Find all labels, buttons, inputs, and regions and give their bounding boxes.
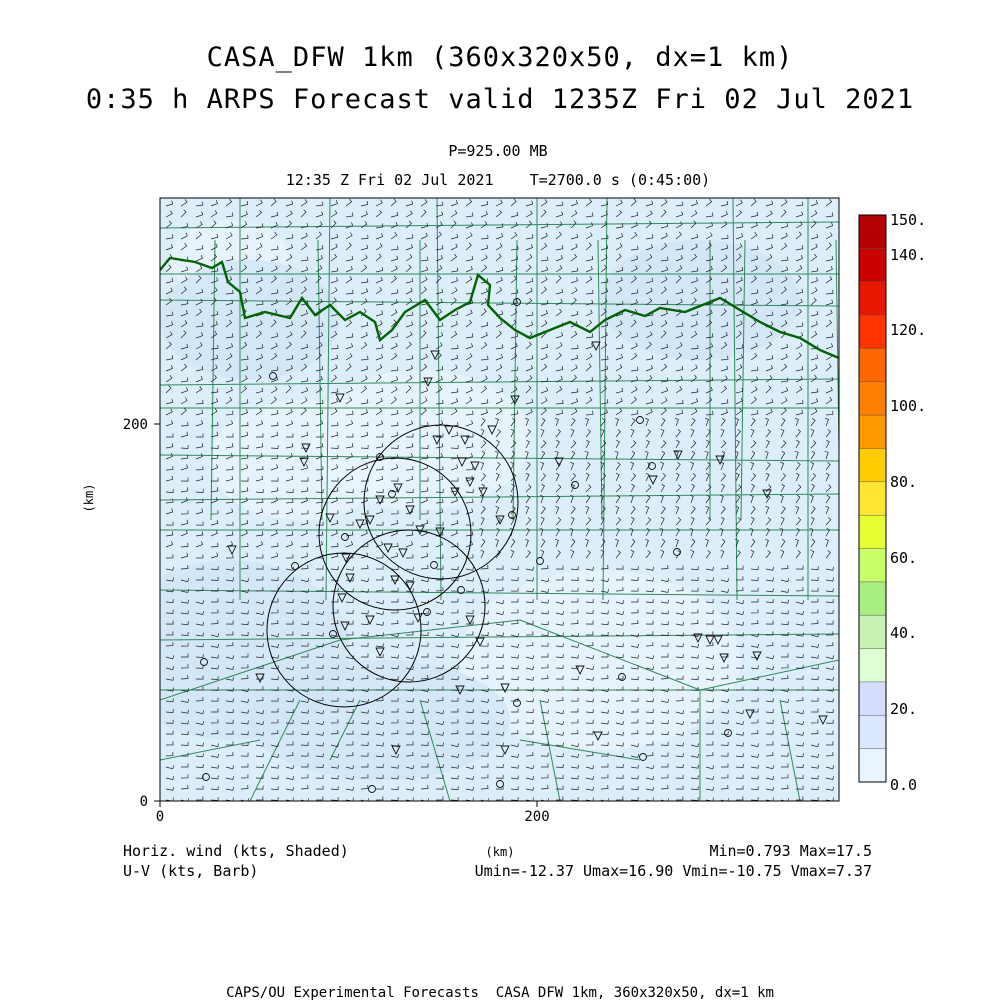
wind-speed-patch: [160, 260, 340, 380]
colorbar-swatch: [859, 348, 886, 382]
colorbar-swatch: [859, 415, 886, 449]
colorbar-label: 100.: [890, 397, 927, 415]
colorbar-swatch: [859, 482, 886, 516]
plot-area: [110, 198, 840, 802]
colorbar-swatch: [859, 682, 886, 716]
y-axis-label: (km): [82, 483, 96, 513]
x-axis-label: (km): [485, 845, 515, 859]
colorbar-swatch: [859, 449, 886, 483]
wind-speed-patch: [250, 660, 510, 780]
colorbar-swatch: [859, 615, 886, 649]
colorbar-swatch: [859, 215, 886, 249]
colorbar: [859, 211, 926, 794]
colorbar-swatch: [859, 549, 886, 583]
colorbar-swatch: [859, 515, 886, 549]
x-tick-label: 0: [155, 809, 165, 825]
barb-legend: U-V (kts, Barb): [123, 862, 259, 880]
colorbar-swatch: [859, 749, 886, 783]
colorbar-label: 150.: [890, 211, 927, 229]
colorbar-swatch: [859, 582, 886, 616]
pressure-level: P=925.00 MB: [448, 142, 548, 160]
colorbar-label: 140.: [890, 246, 927, 264]
colorbar-swatch: [859, 715, 886, 749]
colorbar-swatch: [859, 282, 886, 316]
y-tick-label: 0: [139, 794, 148, 810]
chart-subtitle: 0:35 h ARPS Forecast valid 1235Z Fri 02 Jul 2021: [85, 84, 915, 115]
colorbar-label: 0.0: [890, 776, 918, 794]
colorbar-label: 20.: [890, 700, 918, 718]
chart-title: CASA_DFW 1km (360x320x50, dx=1 km): [206, 42, 794, 73]
colorbar-label: 120.: [890, 321, 927, 339]
colorbar-swatch: [859, 382, 886, 416]
colorbar-swatch: [859, 315, 886, 349]
credit-line: CAPS/OU Experimental Forecasts CASA DFW 1km, 360x320x50, dx=1 km: [226, 985, 774, 1001]
valid-time: 12:35 Z Fri 02 Jul 2021 T=2700.0 s (0:45:00): [285, 171, 711, 189]
shading-legend: Horiz. wind (kts, Shaded): [123, 842, 349, 860]
colorbar-swatch: [859, 248, 886, 282]
x-tick-label: 200: [524, 809, 550, 825]
y-tick-label: 200: [122, 417, 148, 433]
uv-stats: Umin=-12.37 Umax=16.90 Vmin=-10.75 Vmax=7.37: [474, 862, 872, 880]
min-max-stats: Min=0.793 Max=17.5: [709, 842, 872, 860]
colorbar-swatch: [859, 649, 886, 683]
wind-speed-patch: [600, 240, 800, 360]
colorbar-label: 40.: [890, 624, 918, 642]
colorbar-label: 80.: [890, 473, 918, 491]
colorbar-label: 60.: [890, 549, 918, 567]
